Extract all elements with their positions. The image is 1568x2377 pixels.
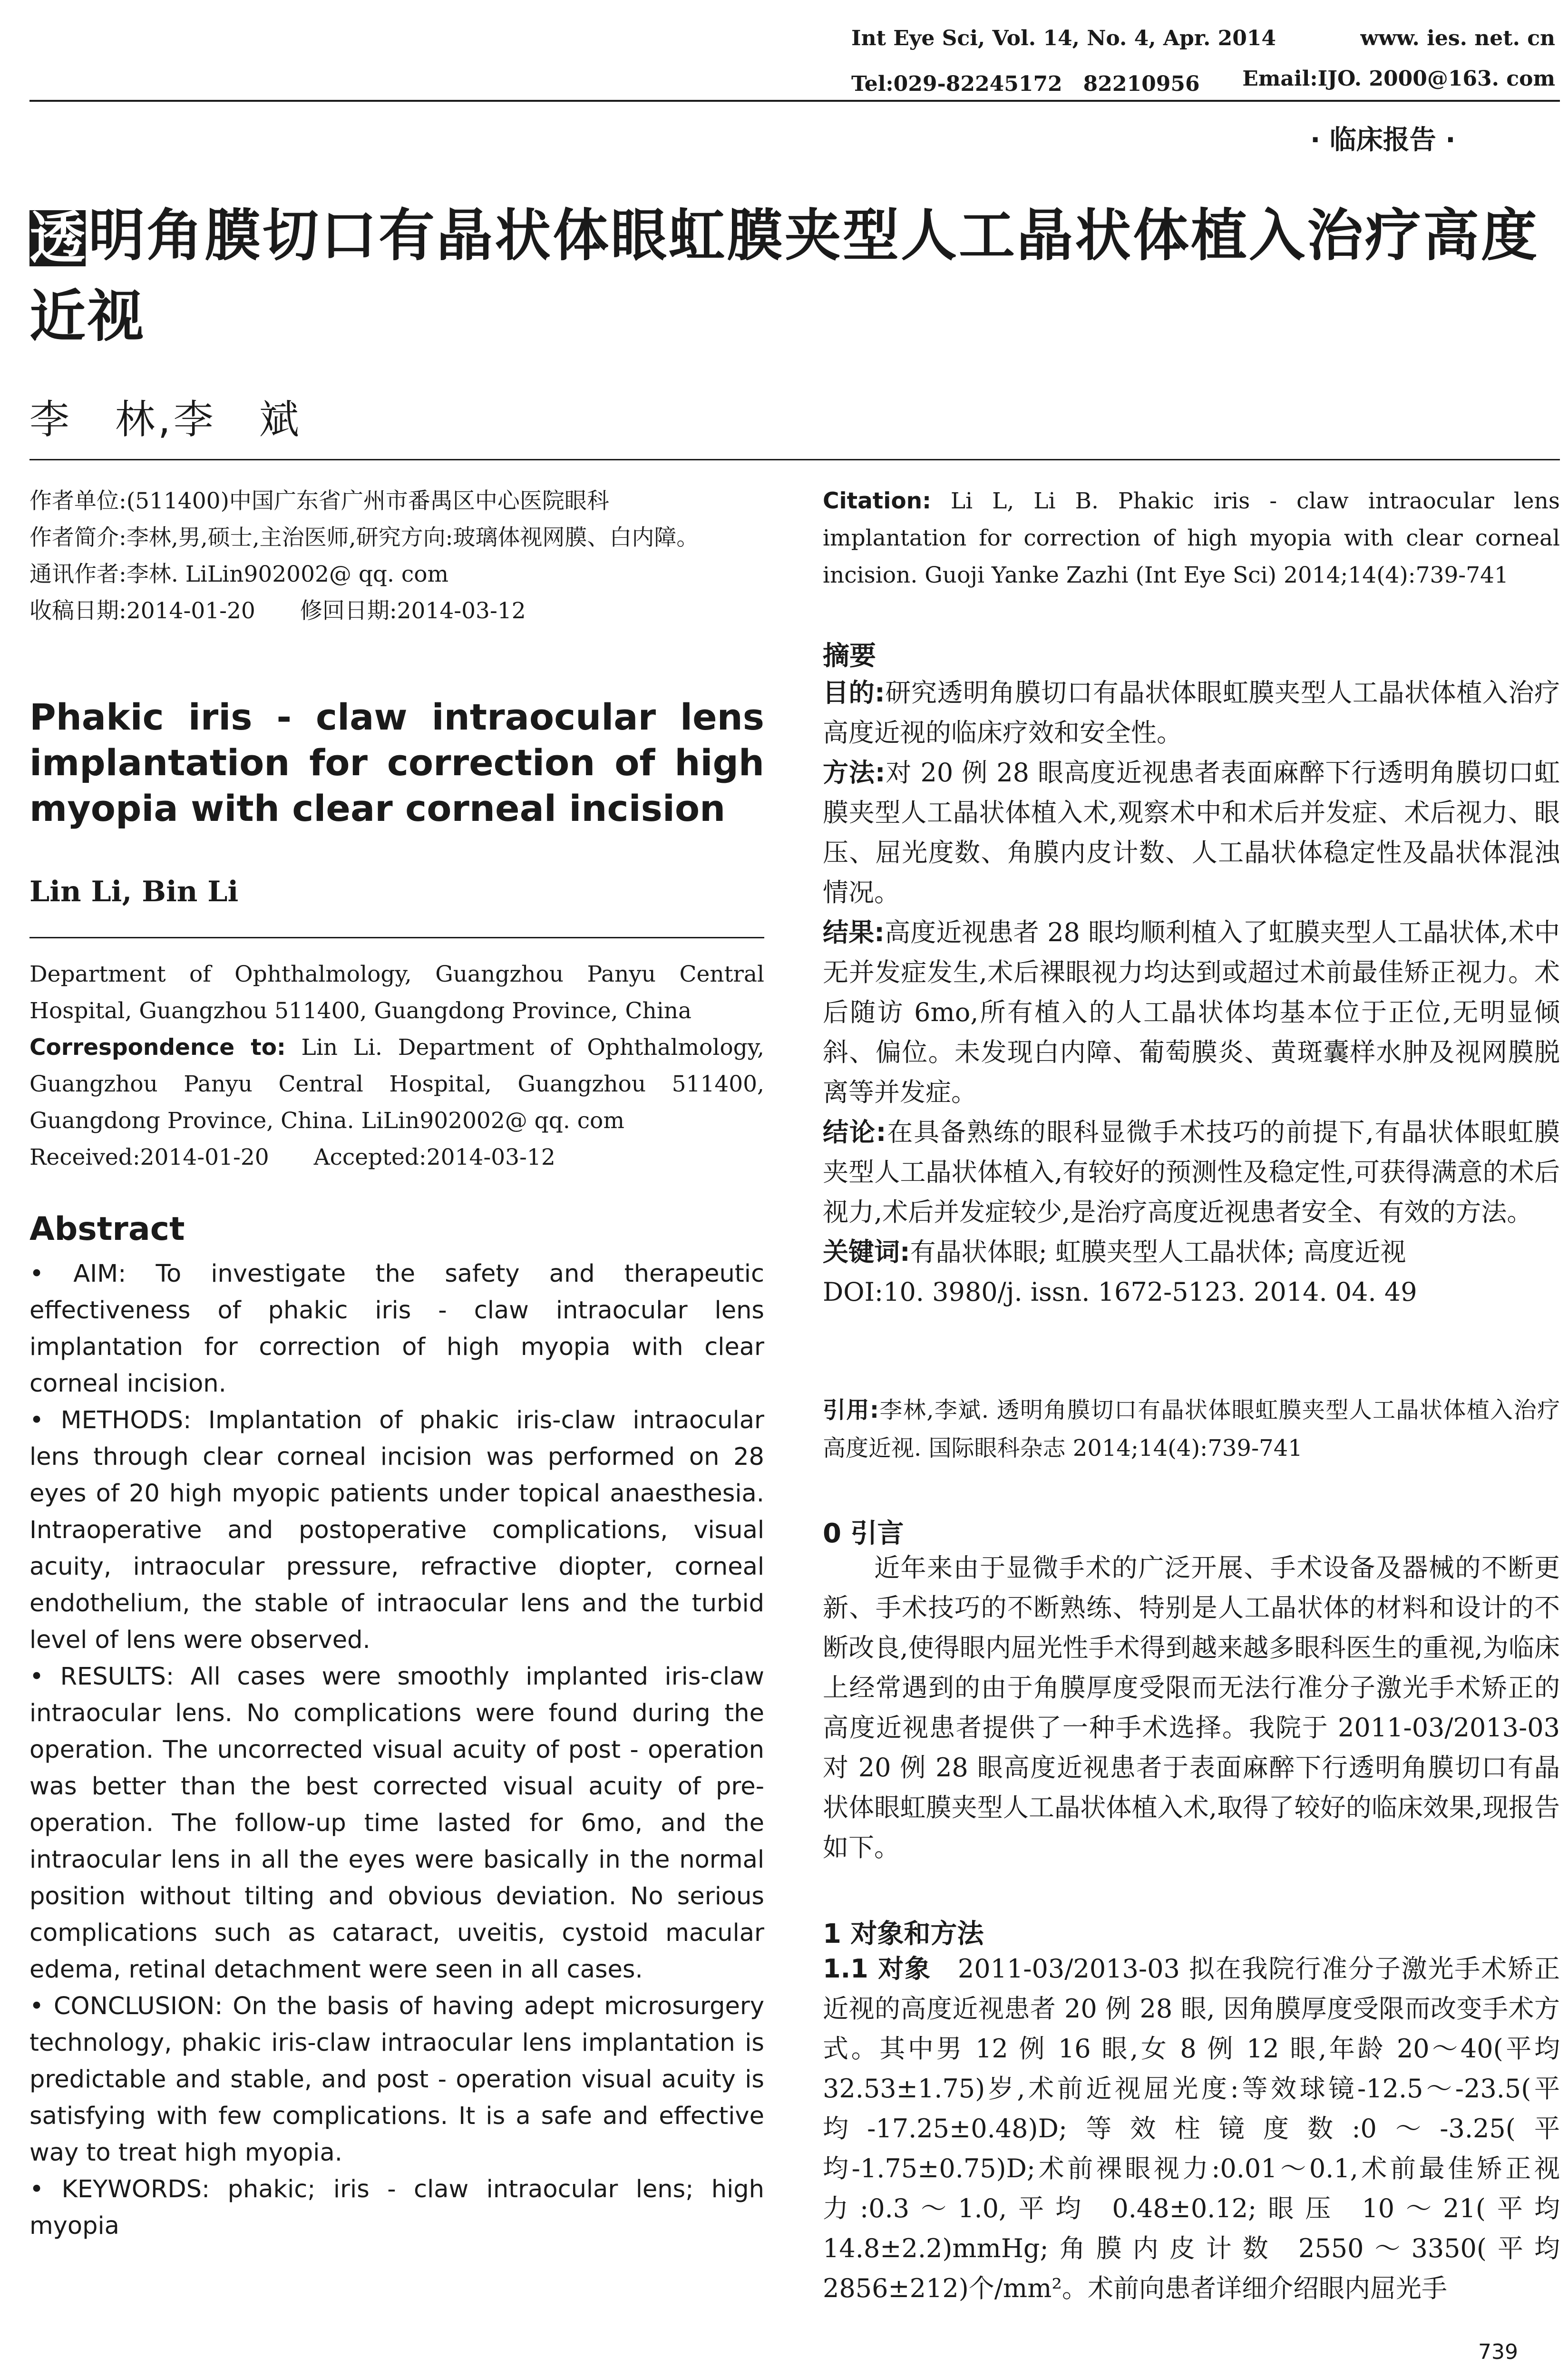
page-number: 739 <box>1478 2340 1518 2364</box>
abstract-conclusion: • CONCLUSION: On the basis of having adept microsurgery technology, phakic iris-claw intraocular lens implantation is predictable and stable, and post - operation visual acuity is satisfying with few complications. It is a safe and effective way to treat high myopia. <box>29 1992 764 2167</box>
meta-dates: 收稿日期:2014-01-20 修回日期:2014-03-12 <box>29 598 526 624</box>
chinese-abstract <box>823 673 1560 1312</box>
article-title <box>29 195 1561 357</box>
abstract-aim: • AIM: To investigate the safety and therapeutic effectiveness of phakic iris - claw intraocular lens implantation for correction of high myopia with clear corneal incision. <box>29 1260 764 1398</box>
title-text: 明角膜切口有晶状体眼虹膜夹型人工晶状体植入治疗高度近视 <box>29 203 1539 349</box>
citation-label: Citation: <box>823 488 931 514</box>
methods-heading: 1 对象和方法 <box>823 1919 984 1949</box>
intro-paragraph: 近年来由于显微手术的广泛开展、手术设备及器械的不断更新、手术技巧的不断熟练、特别是人工晶状体的材料和设计的不断改良,使得眼内屈光性手术得到越来越多眼科医生的重视,为临床上经常遇到的由于角膜厚度受限而无法行准分子激光手术矫正的高度近视患者提供了一种手术选择。我院于 2011-03/2013-03 对 20 例 28 眼高度近视患者于表面麻醉下行透明角膜切口有晶状体眼虹膜夹型人工晶状体植入术,取得了较好的临床效果,现报告如下。 <box>823 1553 1560 1862</box>
correspondence-text: Lin Li. Department of Ophthalmology, Guangzhou Panyu Central Hospital, Guangzhou 511400, Guangdong Province, China. LiLin902002@ qq. com <box>29 1034 764 1134</box>
abstract-methods: • METHODS: Implantation of phakic iris-claw intraocular lens through clear corneal incision was performed on 28 eyes of 20 high myopic patients under topical anaesthesia. Intraoperative and postoperative complications, visual acuity, intraocular pressure, refractive diopter, corneal endothelium, the stable of intraocular lens and the turbid level of lens were observed. <box>29 1406 764 1654</box>
methods-body <box>823 1949 1560 2309</box>
journal-email: Email:IJO. 2000@163. com <box>1242 67 1555 91</box>
journal-tel: Tel:029-82245172 82210956 <box>851 72 1200 96</box>
citation-english <box>823 483 1560 594</box>
citation-zh-text: 李林,李斌. 透明角膜切口有晶状体眼虹膜夹型人工晶状体植入治疗高度近视. 国际眼科杂志 2014;14(4):739-741 <box>823 1397 1560 1461</box>
methods-paragraph <box>823 1949 1560 2309</box>
methods-sub-label: 1.1 对象 <box>823 1954 932 1984</box>
abstract-results: • RESULTS: All cases were smoothly implanted iris-claw intraocular lens. No complications were found during the operation. The uncorrected visual acuity of post - operation was better than the best corrected visual acuity of pre-operation. The follow-up time lasted for 6mo, and the intraocular lens in all the eyes were basically in the normal position without tilting and obvious deviation. No serious complications such as cataract, uveitis, cystoid macular edema, retinal detachment were seen in all cases. <box>29 1663 764 1984</box>
abstract-keywords: • KEYWORDS: phakic; iris - claw intraocular lens; high myopia <box>29 2175 764 2240</box>
english-title: Phakic iris - claw intraocular lens implantation for correction of high myopia with clear corneal incision <box>29 696 764 829</box>
affiliation-block <box>29 956 764 1176</box>
journal-website: www. ies. net. cn <box>1360 26 1555 50</box>
journal-info: Int Eye Sci, Vol. 14, No. 4, Apr. 2014 <box>851 26 1276 50</box>
meta-bio: 作者简介:李林,男,硕士,主治医师,研究方向:玻璃体视网膜、白内障。 <box>29 525 699 551</box>
citation-text: Li L, Li B. Phakic iris - claw intraocular lens implantation for correction of high myopia with clear corneal incision. Guoji Yanke Zazhi (Int Eye Sci) 2014;14(4):739-741 <box>823 488 1560 588</box>
author-metadata <box>29 483 764 629</box>
zh-methods: 方法:对 20 例 28 眼高度近视患者表面麻醉下行透明角膜切口虹膜夹型人工晶状体植入术,观察术中和术后并发症、术后视力、眼压、屈光度数、角膜内皮计数、人工晶状体稳定性及晶状体混浊情况。 <box>823 758 1560 907</box>
english-authors: Lin Li, Bin Li <box>29 875 239 908</box>
zh-doi: DOI:10. 3980/j. issn. 1672-5123. 2014. 04. 49 <box>823 1277 1417 1307</box>
zh-keywords: 关键词:有晶状体眼; 虹膜夹型人工晶状体; 高度近视 <box>823 1237 1406 1267</box>
meta-corresponding: 通讯作者:李林. LiLin902002@ qq. com <box>29 561 449 587</box>
department: Department of Ophthalmology, Guangzhou Panyu Central Hospital, Guangzhou 511400, Guangdong Province, China <box>29 961 764 1024</box>
correspondence <box>29 1029 764 1139</box>
zh-conclusion: 结论:在具备熟练的眼科显微手术技巧的前提下,有晶状体眼虹膜夹型人工晶状体植入,有较好的预测性及稳定性,可获得满意的术后视力,术后并发症较少,是治疗高度近视患者安全、有效的方法。 <box>823 1117 1560 1227</box>
intro-body <box>823 1548 1560 1868</box>
title-rule <box>29 459 1560 460</box>
zh-results: 结果:高度近视患者 28 眼均顺利植入了虹膜夹型人工晶状体,术中无并发症发生,术后裸眼视力均达到或超过术前最佳矫正视力。术后随访 6mo,所有植入的人工晶状体均基本位于正位,无明显倾斜、偏位。未发现白内障、葡萄膜炎、黄斑囊样水肿及视网膜脱离等并发症。 <box>823 917 1560 1107</box>
section-label: · 临床报告 · <box>1310 125 1456 156</box>
abstract-body <box>29 1256 764 2244</box>
authors-chinese: 李 林,李 斌 <box>29 396 302 443</box>
abstract-heading: Abstract <box>29 1210 185 1248</box>
authors-rule <box>29 937 764 938</box>
journal-header-line-1 <box>851 26 1555 50</box>
methods-text: 2011-03/2013-03 拟在我院行准分子激光手术矫正近视的高度近视患者 20 例 28 眼, 因角膜厚度受限而改变手术方式。其中男 12 例 16 眼,女 8 例 12 眼,年龄 20～40(平均 32.53±1.75)岁,术前近视屈光度:等效球镜-12.5～-23.5(平均-17.25±0.48)D;等效柱镜度数:0～-3.25(平均-1.75±0.75)D;术前裸眼视力:0.01～0.1,术前最佳矫正视力:0.3～1.0,平均 0.48±0.12;眼压 10～21(平均 14.8±2.2)mmHg;角膜内皮计数 2550～3350(平均 2856±212)个/mm²。术前向患者详细介绍眼内屈光手 <box>823 1954 1560 2303</box>
header-rule <box>29 100 1560 102</box>
citation-zh-label: 引用: <box>823 1397 879 1423</box>
citation-chinese <box>823 1391 1560 1467</box>
meta-affiliation: 作者单位:(511400)中国广东省广州市番禺区中心医院眼科 <box>29 488 609 514</box>
chinese-abstract-heading: 摘要 <box>823 641 876 672</box>
zh-purpose: 目的:研究透明角膜切口有晶状体眼虹膜夹型人工晶状体植入治疗高度近视的临床疗效和安全性。 <box>823 678 1560 748</box>
journal-header-line-2 <box>851 67 1555 97</box>
received-accepted: Received:2014-01-20 Accepted:2014-03-12 <box>29 1144 555 1170</box>
title-initial-letter: 透 <box>29 205 88 271</box>
intro-heading: 0 引言 <box>823 1518 904 1549</box>
correspondence-label: Correspondence to: <box>29 1034 286 1061</box>
